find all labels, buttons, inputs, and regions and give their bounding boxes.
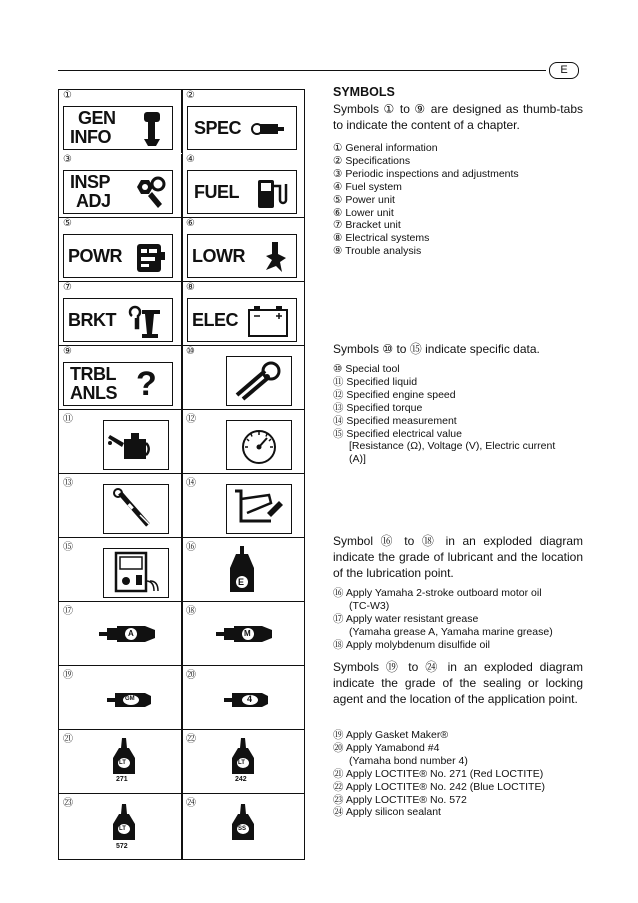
- list-item: ⑦ Bracket unit: [333, 219, 401, 232]
- brkt-tab: [63, 298, 173, 342]
- lubricant-tag: A: [128, 629, 134, 638]
- tab-label: LOWR: [192, 246, 245, 266]
- tab-label: INSP: [70, 172, 111, 192]
- symbol-cell-11: [59, 410, 182, 473]
- trbl-anls-tab: [63, 362, 173, 406]
- language-badge: E: [549, 62, 579, 79]
- lubricant-tag: E: [238, 577, 245, 587]
- cell-number: ⑥: [186, 218, 195, 229]
- cell-number: ㉔: [186, 798, 196, 809]
- spec-gauge-icon: [250, 119, 286, 139]
- cell-number: ㉑: [63, 734, 73, 745]
- nut-wrench-icon: [132, 174, 168, 212]
- loctite-bottle-icon: [109, 736, 139, 776]
- sealant-tag: GM: [125, 696, 135, 702]
- loctite-bottle-icon: [228, 736, 258, 776]
- header-rule: [58, 70, 546, 71]
- symbol-cell-12: [182, 410, 305, 473]
- tab-label: ADJ: [76, 191, 111, 211]
- tachometer-icon: [227, 421, 291, 469]
- lubricant-list: [333, 587, 583, 652]
- tab-label: BRKT: [68, 310, 116, 330]
- bracket-icon: [126, 302, 166, 340]
- special-tool-frame: [226, 356, 292, 406]
- symbol-grid: [58, 89, 305, 860]
- sealant-list: [333, 729, 583, 819]
- loctite-bottle-icon: [109, 802, 139, 842]
- symbol-cell-13: [59, 474, 182, 537]
- list-item: ① General information: [333, 142, 438, 154]
- cell-number: ⑫: [186, 414, 196, 425]
- list-item: ⑩ Special tool: [333, 363, 400, 375]
- tab-label: ELEC: [192, 310, 239, 330]
- list-item: ④ Fuel system: [333, 180, 402, 193]
- symbol-cell-17: [59, 602, 182, 665]
- loctite-number: 242: [235, 776, 247, 783]
- electrical-value-frame: [103, 548, 169, 598]
- cell-number: ⑬: [63, 478, 73, 489]
- tab-label: TRBL: [70, 364, 116, 384]
- outboard-motor-icon: [138, 109, 168, 149]
- specified-measurement-frame: [226, 484, 292, 534]
- lowr-tab: [187, 234, 297, 278]
- battery-icon: [246, 302, 290, 340]
- list-item: ③ Periodic inspections and adjustments: [333, 167, 519, 180]
- symbol-cell-18: [182, 602, 305, 665]
- elec-tab: [187, 298, 297, 342]
- tab-label: FUEL: [194, 182, 239, 202]
- cell-number: ㉓: [63, 798, 73, 809]
- cell-number: ⑰: [63, 606, 73, 617]
- data-symbols-intro: Symbols ⑩ to ⑮ indicate specific data.: [333, 342, 540, 356]
- loctite-number: 572: [116, 843, 128, 850]
- symbol-cell-24: [182, 794, 305, 860]
- list-item-continued: (TC-W3): [349, 599, 390, 612]
- cell-number: ⑤: [63, 218, 72, 229]
- oil-can-icon: [104, 421, 168, 469]
- symbol-cell-16: [182, 538, 305, 601]
- list-item-continued: [Resistance (Ω), Voltage (V), Electric current: [349, 440, 556, 453]
- symbol-cell-9: [59, 346, 182, 409]
- list-item: ⑪ Specified liquid: [333, 375, 418, 388]
- oil-bottle-icon: [222, 544, 262, 598]
- cell-number: ①: [63, 90, 72, 101]
- cell-number: ④: [186, 154, 195, 165]
- lower-unit-icon: [258, 238, 294, 276]
- list-item: ㉓ Apply LOCTITE® No. 572: [333, 793, 467, 806]
- spec-tab: [187, 106, 297, 150]
- list-item: ⑬ Specified torque: [333, 401, 423, 414]
- specified-torque-frame: [103, 484, 169, 534]
- section-title: SYMBOLS: [333, 85, 395, 99]
- list-item: ⑯ Apply Yamaha 2-stroke outboard motor oil: [333, 587, 542, 599]
- symbol-cell-23: [59, 794, 182, 860]
- caliper-icon: [227, 485, 291, 533]
- insp-adj-tab: [63, 170, 173, 214]
- list-item: ⑫ Specified engine speed: [333, 388, 456, 401]
- symbol-cell-6: [182, 218, 305, 281]
- symbol-cell-5: [59, 218, 182, 281]
- powr-tab: [63, 234, 173, 278]
- sealant-tag: 4: [247, 694, 253, 704]
- symbol-cell-3: [59, 154, 182, 217]
- chapter-symbol-list: [333, 142, 583, 258]
- torque-wrench-icon: [104, 485, 168, 533]
- sealant-intro: Symbols ⑲ to ㉔ in an exploded diagram indicate the grade of the sealing or locking agent and the location of the application point.: [333, 660, 583, 706]
- list-item: ⑳ Apply Yamabond #4: [333, 741, 440, 754]
- list-item: ⑤ Power unit: [333, 193, 395, 206]
- tab-label: INFO: [70, 127, 111, 147]
- cell-number: ⑮: [63, 542, 73, 553]
- tab-label: POWR: [68, 246, 122, 266]
- loctite-number: 271: [116, 776, 128, 783]
- specified-liquid-frame: [103, 420, 169, 470]
- list-item: ⑰ Apply water resistant grease: [333, 612, 479, 625]
- tab-label: GEN: [78, 108, 116, 128]
- list-item-continued: (Yamaha bond number 4): [349, 754, 468, 767]
- loctite-tag: LT: [119, 760, 126, 766]
- list-item: ㉒ Apply LOCTITE® No. 242 (Blue LOCTITE): [333, 780, 545, 793]
- list-item-continued: (Yamaha grease A, Yamaha marine grease): [349, 625, 553, 638]
- gen-info-tab: [63, 106, 173, 150]
- cell-number: ③: [63, 154, 72, 165]
- symbol-cell-20: [182, 666, 305, 729]
- symbol-cell-22: [182, 730, 305, 793]
- power-unit-icon: [132, 238, 168, 276]
- lubricant-intro: Symbol ⑯ to ⑱ in an exploded diagram indicate the grade of lubricant and the location of the lubrication point.: [333, 534, 583, 580]
- list-item: ㉑ Apply LOCTITE® No. 271 (Red LOCTITE): [333, 767, 544, 780]
- intro-paragraph: Symbols ① to ⑨ are designed as thumb-tabs to indicate the content of a chapter.: [333, 102, 583, 132]
- loctite-tag: LT: [119, 826, 126, 832]
- symbols-section: [333, 86, 583, 133]
- symbol-cell-7: [59, 282, 182, 345]
- list-item: ⑭ Specified measurement: [333, 414, 457, 427]
- list-item: ⑲ Apply Gasket Maker®: [333, 729, 449, 741]
- data-symbol-list: [333, 363, 583, 466]
- list-item: ⑱ Apply molybdenum disulfide oil: [333, 638, 490, 651]
- cell-number: ⑦: [63, 282, 72, 293]
- symbol-cell-2: [182, 90, 305, 153]
- engine-speed-frame: [226, 420, 292, 470]
- fuel-pump-icon: [254, 174, 290, 212]
- list-item: ② Specifications: [333, 154, 411, 167]
- fuel-tab: [187, 170, 297, 214]
- silicone-bottle-icon: [228, 802, 258, 842]
- symbol-cell-15: [59, 538, 182, 601]
- list-item: ⑧ Electrical systems: [333, 232, 430, 245]
- cell-number: ⑩: [186, 346, 195, 357]
- cell-number: ⑧: [186, 282, 195, 293]
- symbol-cell-1: [59, 90, 182, 153]
- cell-number: ⑲: [63, 670, 73, 681]
- cell-number: ⑨: [63, 346, 72, 357]
- cell-number: ⑱: [186, 606, 196, 617]
- symbol-cell-4: [182, 154, 305, 217]
- cell-number: ⑳: [186, 670, 196, 681]
- sealant-tag: SS: [238, 826, 247, 832]
- symbol-cell-10: [182, 346, 305, 409]
- cell-number: ②: [186, 90, 195, 101]
- symbol-cell-8: [182, 282, 305, 345]
- tab-label: SPEC: [194, 118, 242, 138]
- lubricant-tag: M: [244, 629, 251, 638]
- tab-label: ANLS: [70, 383, 117, 403]
- list-item: ⑮ Specified electrical value: [333, 427, 462, 440]
- symbol-cell-19: [59, 666, 182, 729]
- symbol-cell-14: [182, 474, 305, 537]
- cell-number: ㉒: [186, 734, 196, 745]
- list-item: ㉔ Apply silicon sealant: [333, 806, 441, 819]
- symbol-cell-21: [59, 730, 182, 793]
- cell-number: ⑭: [186, 478, 196, 489]
- loctite-tag: LT: [238, 760, 245, 766]
- question-mark-icon: ?: [136, 365, 157, 403]
- special-tool-icon: [227, 357, 291, 405]
- list-item-continued: (A)]: [349, 453, 366, 466]
- cell-number: ⑪: [63, 414, 73, 425]
- list-item: ⑥ Lower unit: [333, 206, 394, 219]
- cell-number: ⑯: [186, 542, 196, 553]
- multimeter-icon: [104, 549, 168, 597]
- list-item: ⑨ Trouble analysis: [333, 245, 422, 258]
